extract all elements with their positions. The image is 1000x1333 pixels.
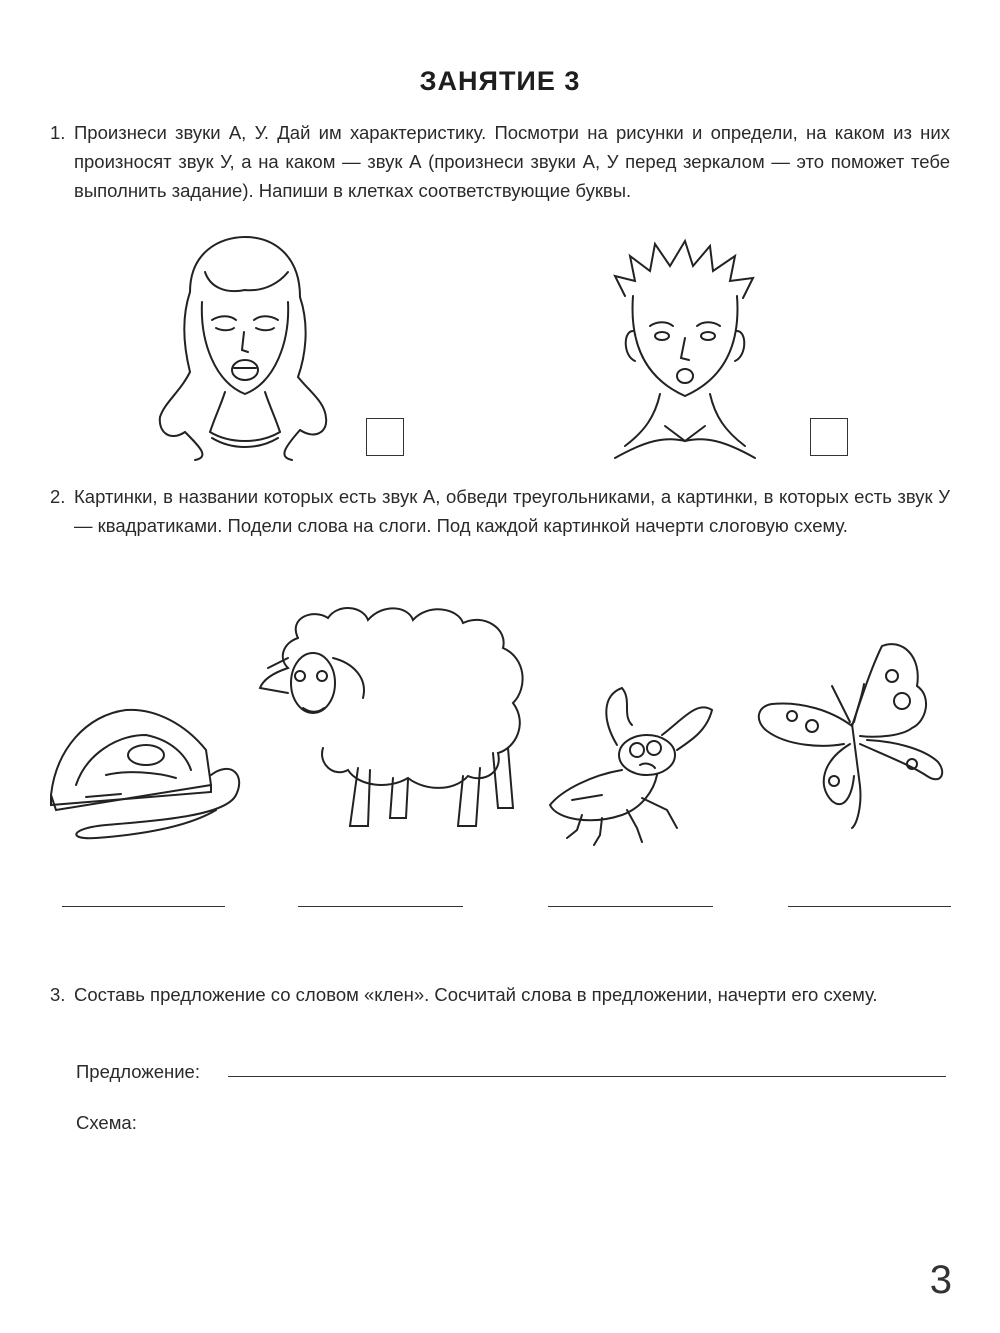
task-2-text: Картинки, в названии которых есть звук А, обведи треугольниками, а картинки, в которых есть звук У — квадратиками. Подели слова на слоги. Под каждой картинкой начерти слоговую схему. — [74, 486, 950, 536]
sentence-label: Предложение: — [76, 1061, 200, 1082]
sentence-answer-line[interactable] — [228, 1076, 946, 1077]
beetle-illustration — [542, 680, 718, 846]
butterfly-illustration — [752, 636, 952, 832]
boy-pouting-illustration — [605, 236, 765, 462]
scheme-line-sheep[interactable] — [298, 906, 463, 907]
girl-singing-illustration — [150, 232, 330, 464]
task-3 — [50, 980, 950, 1009]
task-2-number: 2. — [50, 486, 66, 507]
answer-box-boy[interactable] — [810, 418, 848, 456]
task-1-number: 1. — [50, 122, 66, 143]
scheme-line-iron[interactable] — [62, 906, 225, 907]
sheep-illustration — [258, 598, 534, 832]
iron-illustration — [46, 700, 246, 842]
task-2 — [50, 482, 950, 540]
task-1 — [50, 118, 950, 205]
scheme-line-butterfly[interactable] — [788, 906, 951, 907]
task-3-number: 3. — [50, 984, 66, 1005]
page-number: 3 — [929, 1258, 952, 1302]
page-title: ЗАНЯТИЕ 3 — [419, 66, 581, 96]
answer-box-girl[interactable] — [366, 418, 404, 456]
scheme-line-beetle[interactable] — [548, 906, 713, 907]
task-1-text: Произнеси звуки А, У. Дай им характеристику. Посмотри на рисунки и определи, на каком из них произносят звук У, а на каком — звук А (произнеси звуки А, У перед зеркалом — это поможет тебе выполнить задание). Напиши в клетках соответствующие буквы. — [74, 122, 950, 201]
scheme-label: Схема: — [76, 1112, 137, 1133]
task-3-text: Составь предложение со словом «клен». Сосчитай слова в предложении, начерти его схему. — [74, 984, 878, 1005]
